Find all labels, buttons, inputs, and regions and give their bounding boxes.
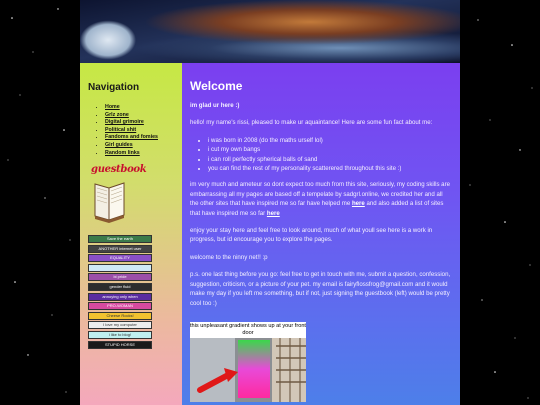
nav-list bbox=[105, 104, 158, 157]
main-content bbox=[182, 63, 460, 405]
welcome-line: welcome to the ninny net!! :p bbox=[190, 253, 268, 261]
ps-text: p.s. one last thing before you go: feel free to get in touch with me, submit a question, confession, suggestion, criticism, or a picture of your pet. my email is fairyflossfrog@gmail.com and it would make my day if you left me something, but if not, just signing the guestbook (left) would be pretty cool too :) bbox=[190, 271, 451, 307]
space-banner bbox=[80, 0, 460, 63]
inspiration-link[interactable]: here bbox=[266, 209, 280, 217]
content-body bbox=[190, 79, 452, 316]
amateur-text-1: im very much and ameteur so dont expect too much from this site, seriously, my coding skills are embarrassing all my pages are based off a tempelate by sadgrl.online, we credited her and all the other sites that have inspired me so far have helped me bbox=[190, 181, 450, 208]
nav-link-girl-guides[interactable]: Girl guides bbox=[105, 141, 133, 148]
guestbook-title[interactable]: guestbook bbox=[91, 164, 147, 175]
stamp bbox=[88, 302, 152, 310]
stamp bbox=[88, 235, 152, 243]
nav-item bbox=[105, 104, 158, 112]
nav-link-home[interactable]: Home bbox=[105, 104, 120, 110]
site-page bbox=[80, 0, 460, 405]
guestbook-book-icon[interactable] bbox=[93, 178, 127, 224]
nav-link-fandoms[interactable]: Fandoms and fomies bbox=[105, 134, 158, 141]
stamp-text: Cheese Rocks! bbox=[106, 312, 134, 318]
stamp bbox=[88, 293, 152, 301]
stamp-text: i like to blog! bbox=[108, 331, 132, 337]
navigation-heading: Navigation bbox=[88, 82, 140, 93]
nav-link-digital-grimoire[interactable]: Digital grimoire bbox=[105, 119, 144, 126]
fact-item: • i can roll perfectly spherical balls of sand bbox=[208, 155, 452, 164]
intro-text: im glad ur here :) bbox=[190, 102, 240, 109]
stamp bbox=[88, 331, 152, 339]
welcome-heading: Welcome bbox=[190, 79, 243, 93]
nav-item bbox=[105, 142, 158, 150]
nav-link-political[interactable]: Political shit bbox=[105, 126, 137, 133]
nav-link-grlz-zone[interactable]: Grlz zone bbox=[105, 111, 129, 118]
stamp bbox=[88, 254, 152, 262]
nav-item bbox=[105, 127, 158, 135]
stamp bbox=[88, 273, 152, 281]
hello-text: hello! my name's rissi, pleased to make ur aquaintance! Here are some fun fact about me: bbox=[190, 119, 433, 127]
gradient-photo bbox=[190, 322, 306, 402]
stamp-text: ANOTHER internet user bbox=[98, 245, 142, 251]
fact-item: • i cut my own bangs bbox=[208, 145, 452, 154]
nav-item bbox=[105, 119, 158, 127]
stamp bbox=[88, 245, 152, 253]
stamp-text: PRO-WOMAN bbox=[107, 303, 133, 309]
explore-text: enjoy your stay here and feel free to look around, much of what youll see here is a work in progress, but id encourage you to explore the pages. bbox=[190, 227, 433, 244]
nav-item bbox=[105, 112, 158, 120]
nav-link-random-links[interactable]: Random links bbox=[105, 149, 140, 156]
stamp bbox=[88, 312, 152, 320]
photo-caption: this unpleasant gradient shows up at your front door bbox=[190, 322, 306, 339]
nav-item bbox=[105, 134, 158, 142]
stamp-text: Save the earth bbox=[106, 236, 134, 241]
sidebar bbox=[80, 63, 183, 405]
stamp bbox=[88, 341, 152, 349]
stamp-text: gender fluid bbox=[109, 283, 131, 289]
stamp bbox=[88, 283, 152, 291]
stamp-text: STUPID HORSE bbox=[104, 341, 135, 347]
doorway-gradient-image bbox=[190, 338, 306, 402]
stamp bbox=[88, 321, 152, 329]
stamp-text: I love my computer bbox=[103, 322, 137, 328]
nav-item bbox=[105, 150, 158, 158]
credits-link[interactable]: here bbox=[351, 200, 365, 208]
fact-item: • you can find the rest of my personality scatterered throughout this site :) bbox=[208, 164, 452, 173]
stamp-collection bbox=[88, 235, 152, 350]
stamp-text: bi pride bbox=[113, 274, 127, 280]
amateur-paragraph bbox=[190, 180, 452, 218]
stamp bbox=[88, 264, 152, 272]
fun-facts-list bbox=[190, 136, 452, 174]
stamp-text: annoying only when bbox=[102, 293, 138, 299]
fact-item: • i was born in 2008 (do the maths urself lol) bbox=[208, 136, 452, 145]
stamp-text: EQUALITY bbox=[110, 255, 130, 261]
amateur-text-2: and also added a list of sites that have inspired me so far bbox=[190, 200, 444, 217]
